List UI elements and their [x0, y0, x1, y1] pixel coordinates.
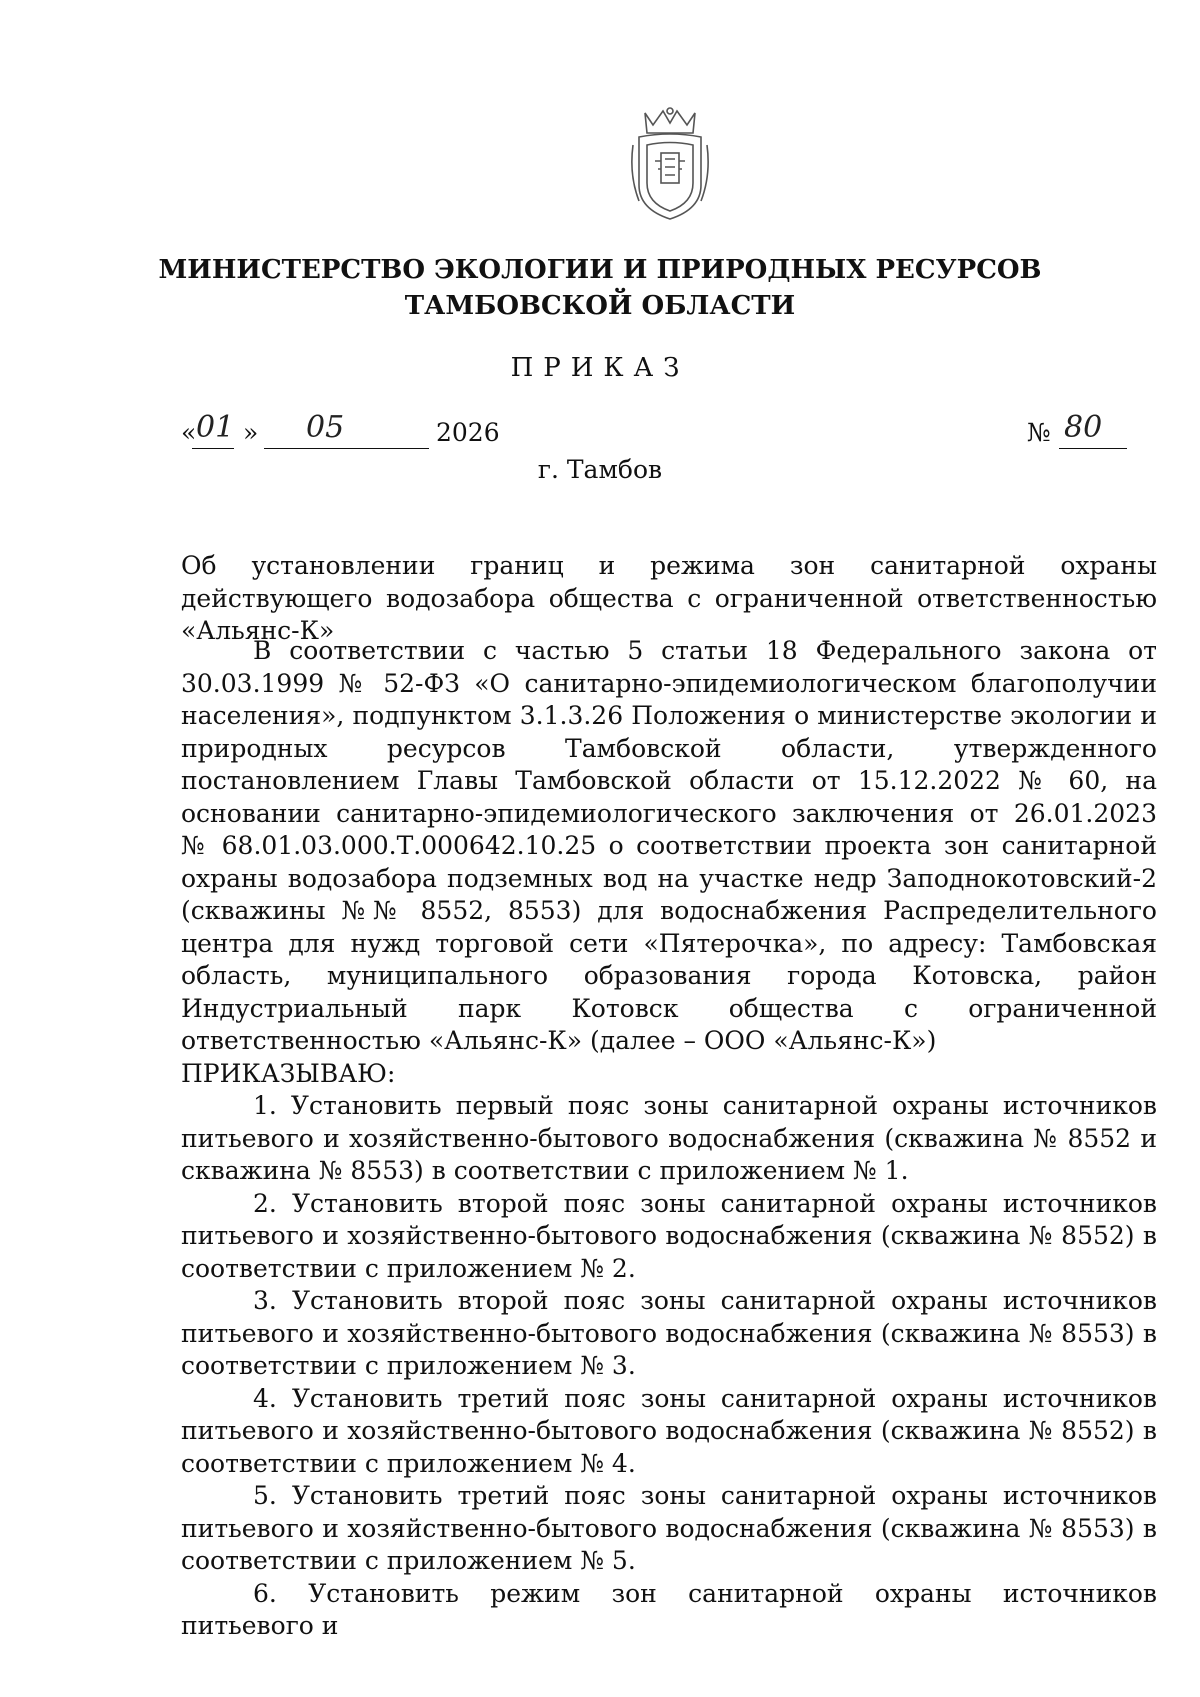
day-underline — [192, 448, 234, 449]
number-underline — [1059, 448, 1127, 449]
order-number-label: № — [1027, 418, 1051, 447]
order-item-2: 2. Установить второй пояс зоны санитарной охраны источников питьевого и хозяйственно-бытового водоснабжения (скважина № 8552) в соответствии с приложением № 2. — [181, 1188, 1157, 1283]
month-underline — [264, 448, 429, 449]
order-title-text: Об установлении границ и режима зон санитарной охраны действующего водозабора общества с ограниченной ответственностью «Альянс-К» — [181, 551, 1157, 645]
order-item-1: 1. Установить первый пояс зоны санитарной охраны источников питьевого и хозяйственно-бытового водоснабжения (скважина № 8552 и скважина № 8553) в соответствии с приложением № 1. — [181, 1091, 1157, 1185]
date-day: 01 — [196, 410, 235, 445]
ministry-name-line2: ТАМБОВСКОЙ ОБЛАСТИ — [404, 291, 796, 321]
order-body — [181, 635, 1157, 1643]
document-type: ПРИКАЗ — [510, 353, 690, 383]
preamble: В соответствии с частью 5 статьи 18 Федерального закона от 30.03.1999 № 52-ФЗ «О санитарно-эпидемиологическом благополучии населения», подпунктом 3.1.3.26 Положения о министерстве экологии и природных ресурсов Тамбовской области, утвержденного постановлением Главы Тамбовской области от 15.12.2022 № 60, на основании санитарно-эпидемиологического заключения от 26.01.2023 № 68.01.03.000.Т.000642.10.25 о соответствии проекта зон санитарной охраны водозабора подземных вод на участке недр Заподнокотовский-2 (скважины №№ 8552, 8553) для водоснабжения Распределительного центра для нужд торговой сети «Пятерочка», по адресу: Тамбовская область, муниципального образования города Котовска, район Индустриальный парк Котовск общества с ограниченной ответственностью «Альянс-К» (далее – ООО «Альянс-К») — [181, 636, 1157, 1055]
order-number: 80 — [1064, 410, 1103, 445]
order-item-5: 5. Установить третий пояс зоны санитарной охраны источников питьевого и хозяйственно-бытового водоснабжения (скважина № 8553) в соответствии с приложением № 5. — [181, 1481, 1157, 1575]
order-title — [181, 550, 1157, 648]
order-item-4: 4. Установить третий пояс зоны санитарной охраны источников питьевого и хозяйственно-бытового водоснабжения (скважина № 8552) в соответствии с приложением № 4. — [181, 1383, 1157, 1478]
order-item-3: 3. Установить второй пояс зоны санитарной охраны источников питьевого и хозяйственно-бытового водоснабжения (скважина № 8553) в соответствии с приложением № 3. — [181, 1286, 1157, 1380]
city: г. Тамбов — [537, 455, 663, 484]
date-quote-close: » — [243, 418, 259, 447]
date-year: 2026 — [436, 418, 500, 447]
date-month: 05 — [306, 410, 345, 445]
order-word: ПРИКАЗЫВАЮ: — [181, 1058, 396, 1088]
ministry-name-line1: МИНИСТЕРСТВО ЭКОЛОГИИ И ПРИРОДНЫХ РЕСУРСОВ — [158, 255, 1042, 285]
date-quote-open: « — [181, 418, 197, 447]
order-item-6: 6. Установить режим зон санитарной охраны источников питьевого и — [181, 1578, 1157, 1640]
coat-of-arms-icon — [625, 105, 715, 225]
